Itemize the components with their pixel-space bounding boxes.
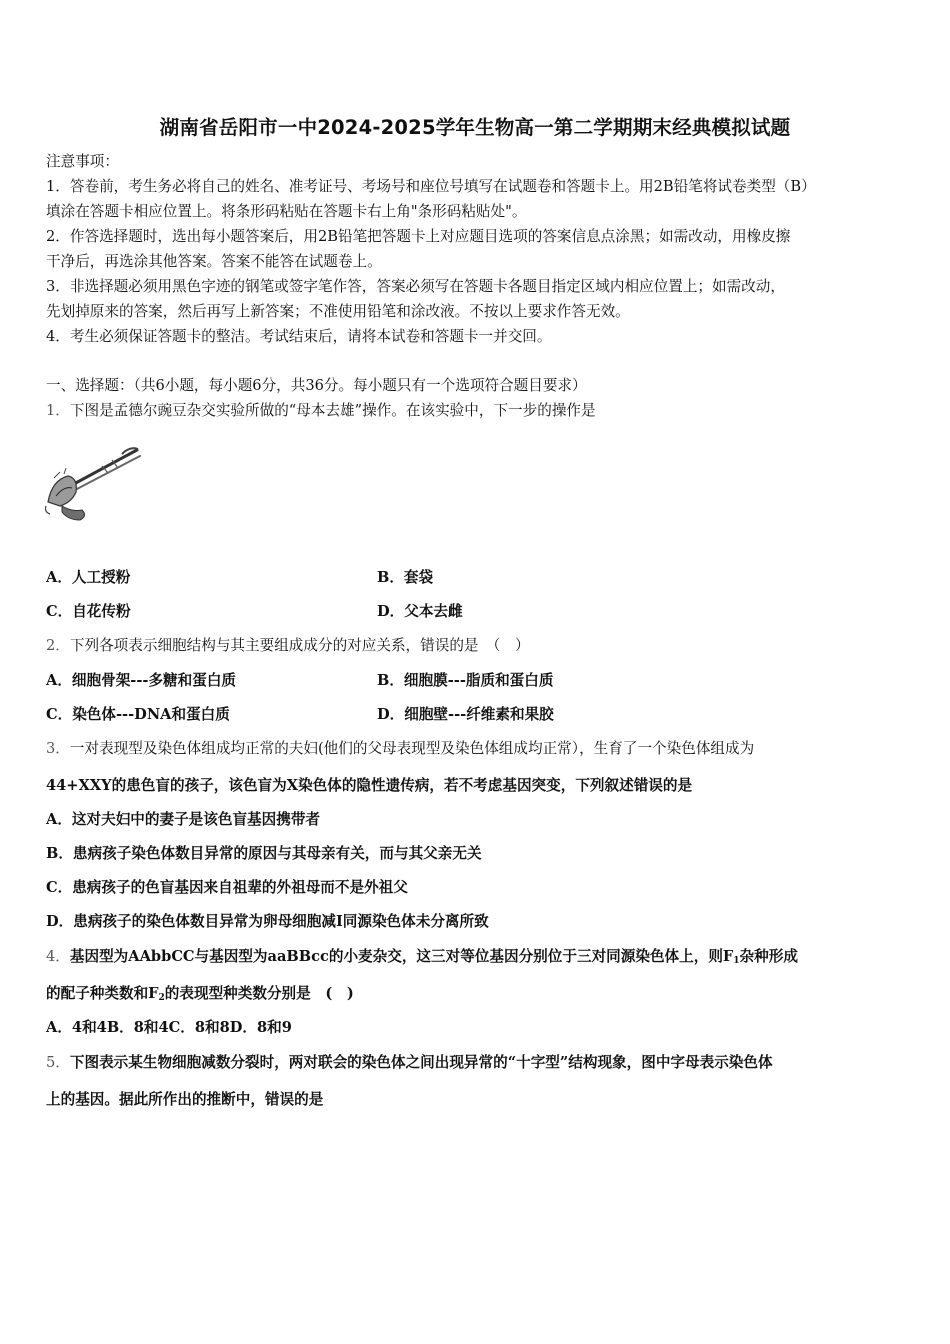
q2-option-b: B．细胞膜---脂质和蛋白质: [377, 672, 554, 689]
question-number: 2．: [46, 637, 70, 654]
notice-line: 填涂在答题卡相应位置上。将条形码粘贴在答题卡右上角"条形码粘贴处"。: [46, 203, 527, 220]
question-4-stem-line2: 的配子种类数和$F_2$的表现型种类数分别是 ( ): [46, 985, 354, 1003]
section-heading: 一、选择题：（共6小题，每小题6分，共36分。每小题只有一个选项符合题目要求）: [46, 377, 587, 394]
q3-option-d: D．患病孩子的染色体数目异常为卵母细胞减Ⅰ同源染色体未分离所致: [46, 913, 489, 930]
question-4-stem: 4．基因型为AAbbCC与基因型为aaBBcc的小麦杂交，这三对等位基因分别位于三对同源染色体上，则$F_1$杂种形成: [46, 948, 798, 966]
q1-option-b: B．套袋: [377, 569, 434, 586]
notice-line: 先划掉原来的答案，然后再写上新答案；不准使用铅笔和涂改液。不按以上要求作答无效。: [46, 303, 630, 320]
q2-option-c: C．染色体---DNA和蛋白质: [46, 706, 230, 723]
question-text: 下列各项表示细胞结构与其主要组成成分的对应关系，错误的是 （ ）: [69, 637, 530, 654]
notice-line: 3．非选择题必须用黑色字迹的钢笔或签字笔作答，答案必须写在答题卡各题目指定区域内相应位置上；如需改动，: [46, 278, 785, 295]
question-number: 5．: [46, 1054, 70, 1071]
q3-option-a: A．这对夫妇中的妻子是该色盲基因携带者: [46, 811, 321, 828]
emasculation-figure: [42, 440, 152, 530]
question-text: 一对表现型及染色体组成均正常的夫妇(他们的父母表现型及染色体组成均正常），生育了一个染色体组成为: [69, 740, 755, 757]
question-number: 4．: [46, 948, 70, 965]
notice-line: 4．考生必须保证答题卡的整洁。考试结束后，请将本试卷和答题卡一并交回。: [46, 328, 552, 345]
q4-options: A．4和4B．8和4C．8和8D．8和9: [46, 1019, 292, 1036]
notice-line: 2．作答选择题时，选出每小题答案后，用2B铅笔把答题卡上对应题目选项的答案信息点涂黑；如需改动，用橡皮擦: [46, 228, 791, 245]
question-1-stem: [46, 401, 596, 421]
notice-line: 1．答卷前，考生务必将自己的姓名、准考证号、考场号和座位号填写在试题卷和答题卡上。用2B铅笔将试卷类型（B）: [46, 178, 816, 195]
question-number: 3．: [46, 740, 70, 757]
page-title: 湖南省岳阳市一中2024-2025学年生物高一第二学期期末经典模拟试题: [159, 116, 791, 139]
question-text: 下图是孟德尔豌豆杂交实验所做的“母本去雄”操作。在该实验中，下一步的操作是: [69, 402, 596, 419]
question-5-stem-line2: 上的基因。据此所作出的推断中，错误的是: [46, 1091, 324, 1108]
question-number: 1．: [46, 402, 70, 419]
question-3-stem: [46, 739, 754, 759]
q1-option-d: D．父本去雌: [377, 603, 463, 620]
q1-option-c: C．自花传粉: [46, 603, 131, 620]
q2-option-d: D．细胞壁---纤维素和果胶: [377, 706, 554, 723]
notice-heading: 注意事项：: [46, 153, 119, 170]
question-5-stem: 5．下图表示某生物细胞减数分裂时，两对联会的染色体之间出现异常的“十字型”结构现象，图中字母表示染色体: [46, 1054, 773, 1071]
notice-line: 干净后，再选涂其他答案。答案不能答在试题卷上。: [46, 253, 382, 270]
q3-option-b: B．患病孩子染色体数目异常的原因与其母亲有关，而与其父亲无关: [46, 845, 482, 862]
q1-option-a: A．人工授粉: [46, 569, 131, 586]
q3-option-c: C．患病孩子的色盲基因来自祖辈的外祖母而不是外祖父: [46, 879, 408, 896]
question-3-stem-line2: 44+XXY的患色盲的孩子，该色盲为X染色体的隐性遗传病，若不考虑基因突变，下列叙述错误的是: [46, 777, 693, 794]
q2-option-a: A．细胞骨架---多糖和蛋白质: [46, 672, 237, 689]
question-2-stem: [46, 636, 530, 656]
